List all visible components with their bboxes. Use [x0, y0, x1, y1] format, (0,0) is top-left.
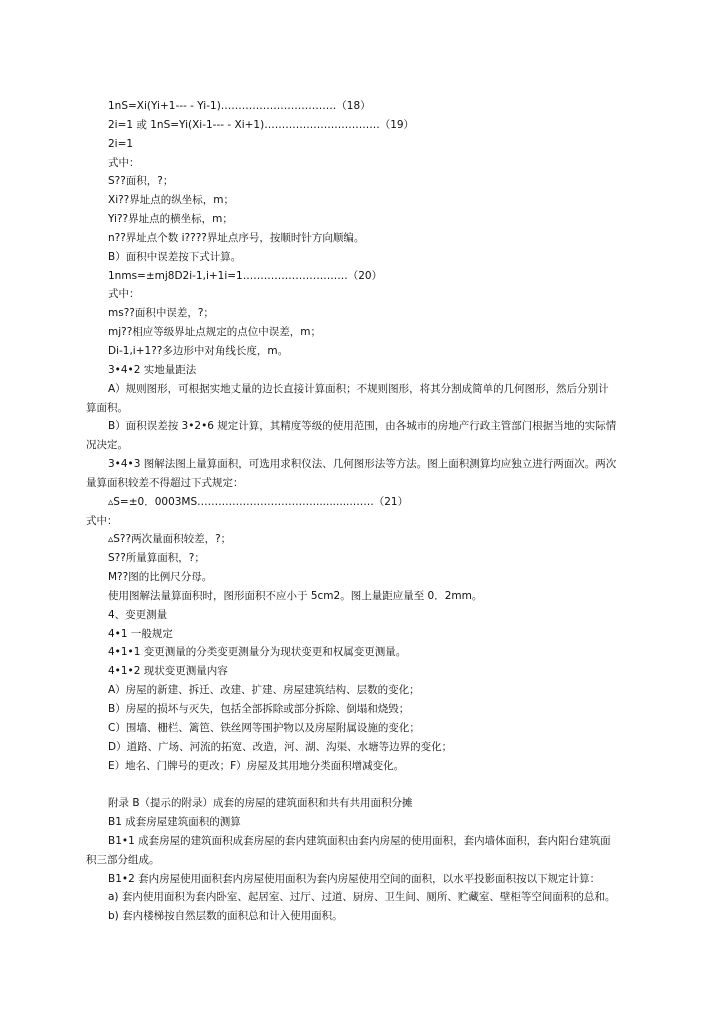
paragraph-line: B）面积中误差按下式计算。 — [108, 250, 242, 263]
document-body — [86, 97, 634, 926]
list-item: C）围墙、栅栏、篱笆、铁丝网等围护物以及房屋附属设施的变化； — [108, 721, 420, 734]
section-heading: B1 成套房屋建筑面积的测算 — [108, 816, 241, 829]
list-item: a) 套内使用面积为套内卧室、起居室、过厅、过道、厨房、卫生间、厕所、贮藏室、壁柜等空间面积的总和。 — [108, 891, 616, 904]
paragraph-line: B1•2 套内房屋使用面积套内房屋使用面积为套内房屋使用空间的面积，以水平投影面积按以下规定计算： — [108, 872, 601, 885]
definition-line: n??界址点个数 i????界址点序号，按顺时针方向顺编。 — [108, 231, 365, 244]
section-heading: 3•4•2 实地量距法 — [108, 363, 197, 376]
formula-18: 1nS=Xi(Yi+1--- - Yi-1)……………………………（18） — [108, 100, 371, 112]
formula-19: 2i=1 或 1nS=Yi(Xi-1--- - Xi+1)……………………………（19） — [108, 118, 415, 131]
paragraph-line: A）规则图形，可根据实地丈量的边长直接计算面积；不规则图形，将其分割成简单的几何图形，然后分别计 — [108, 382, 609, 395]
where-label: 式中： — [86, 514, 118, 527]
section-heading: 4、变更测量 — [108, 608, 168, 621]
definition-line: M??图的比例尺分母。 — [108, 571, 213, 584]
definition-line: mj??相应等级界址点规定的点位中误差，m； — [108, 326, 322, 339]
list-item: E）地名、门牌号的更改；F）房屋及其用地分类面积增减变化。 — [108, 759, 405, 772]
where-label: 式中： — [108, 288, 140, 301]
list-item: A）房屋的新建、拆迁、改建、扩建、房屋建筑结构、层数的变化； — [108, 684, 420, 697]
formula-line: 2i=1 — [108, 137, 134, 150]
appendix-heading: 附录 B（提示的附录）成套的房屋的建筑面积和共有共用面积分摊 — [108, 797, 413, 810]
paragraph-line: 积三部分组成。 — [86, 853, 160, 866]
formula-20: 1nms=±mj8D2i-1,i+1i=1…………………………（20） — [108, 269, 383, 282]
blank-line — [86, 775, 634, 794]
paragraph-line: B1•1 成套房屋的建筑面积成套房屋的套内建筑面积由套内房屋的使用面积，套内墙体面积，套内阳台建筑面 — [108, 834, 611, 847]
definition-line: Di-1,i+1??多边形中对角线长度，m。 — [108, 344, 289, 357]
definition-line: S??所量算面积，?； — [108, 552, 205, 565]
definition-line: ms??面积中误差，?； — [108, 307, 214, 320]
definition-line: Yi??界址点的横坐标，m； — [108, 213, 233, 226]
subsection-heading: 4•1 一般规定 — [108, 627, 173, 640]
paragraph-line: 况决定。 — [86, 439, 128, 452]
list-item: B）房屋的损坏与灭失，包括全部拆除或部分拆除、倒塌和烧毁； — [108, 703, 410, 715]
paragraph-line: B）面积误差按 3•2•6 规定计算，其精度等级的使用范围，由各城市的房地产行政主管部门根据当地的实际情 — [108, 420, 617, 433]
paragraph-line: 量算面积较差不得超过下式规定： — [86, 476, 244, 489]
subsection-heading: 4•1•2 现状变更测量内容 — [108, 665, 228, 678]
formula-21: ▵S=±0．0003MS……………………………............……（21） — [108, 495, 409, 508]
definition-line: S??面积，?； — [108, 175, 174, 188]
paragraph-line: 使用图解法量算面积时，图形面积不应小于 5cm2。图上量距应量至 0．2mm。 — [108, 589, 483, 602]
list-item: D）道路、广场、河流的拓宽、改造，河、湖、沟渠、水塘等边界的变化； — [108, 740, 453, 753]
definition-line: ▵S??两次量面积较差，?； — [108, 533, 232, 546]
list-item: b) 套内楼梯按自然层数的面积总和计入使用面积。 — [108, 910, 343, 923]
paragraph-line: 3•4•3 图解法图上量算面积，可选用求积仪法、几何图形法等方法。图上面积测算均应独立进行两面次。两次 — [108, 458, 617, 471]
where-label: 式中： — [108, 156, 140, 169]
definition-line: Xi??界址点的纵坐标，m； — [108, 194, 234, 207]
paragraph-line: 算面积。 — [86, 401, 128, 414]
paragraph-line: 4•1•1 变更测量的分类变更测量分为现状变更和权属变更测量。 — [108, 646, 407, 659]
